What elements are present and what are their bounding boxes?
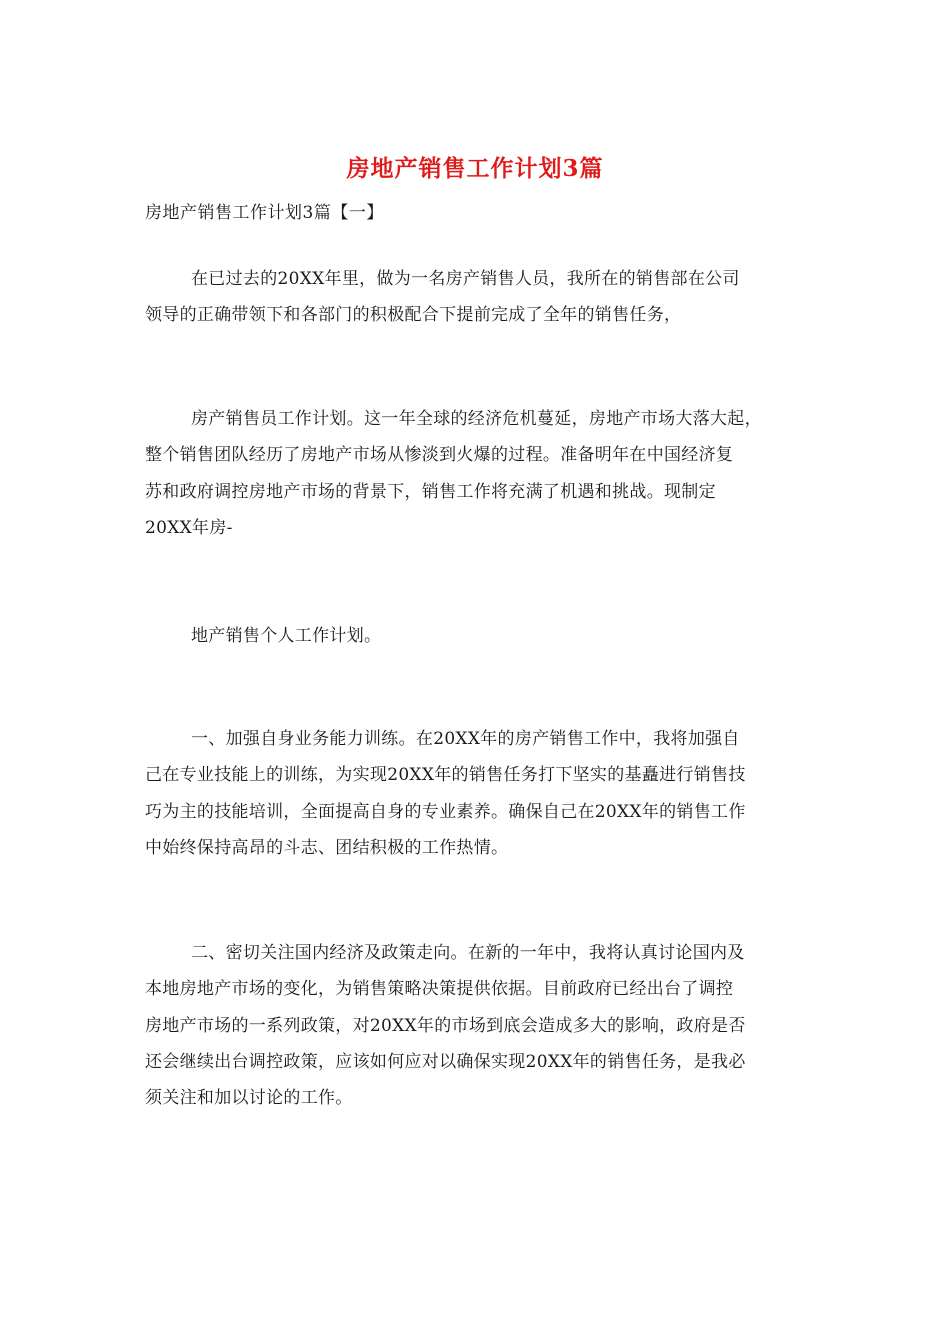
paragraph-line: 须关注和加以讨论的工作。 <box>145 1088 353 1109</box>
section-heading: 房地产销售工作计划3篇【一】 <box>145 203 384 223</box>
paragraph-line: 地产销售个人工作计划。 <box>191 626 382 646</box>
paragraph-5 <box>145 935 835 1116</box>
paragraph-line: 还会继续出台调控政策，应该如何应对以确保实现20XX年的销售任务，是我必 <box>145 1051 746 1072</box>
paragraph-line: 中始终保持高昂的斗志、团结积极的工作热情。 <box>145 837 509 858</box>
paragraph-line: 巧为主的技能培训，全面提高自身的专业素养。确保自己在20XX年的销售工作 <box>145 801 746 822</box>
paragraph-line: 在已过去的20XX年里，做为一名房产销售人员，我所在的销售部在公司 <box>191 269 740 289</box>
paragraph-line: 二、密切关注国内经济及政策走向。在新的一年中，我将认真讨论国内及 <box>191 943 745 963</box>
paragraph-line: 20XX年房- <box>145 517 233 538</box>
paragraph-line: 整个销售团队经历了房地产市场从惨淡到火爆的过程。准备明年在中国经济复 <box>145 445 734 466</box>
paragraph-3 <box>145 618 835 654</box>
paragraph-line: 一、加强自身业务能力训练。在20XX年的房产销售工作中，我将加强自 <box>191 729 740 749</box>
paragraph-line: 苏和政府调控房地产市场的背景下，销售工作将充满了机遇和挑战。现制定 <box>145 481 716 502</box>
paragraph-line: 领导的正确带领下和各部门的积极配合下提前完成了全年的销售任务， <box>145 305 682 326</box>
paragraph-line: 己在专业技能上的训练，为实现20XX年的销售任务打下坚实的基矗进行销售技 <box>145 765 746 786</box>
paragraph-2 <box>145 401 835 546</box>
paragraph-4 <box>145 721 835 866</box>
document-title: 房地产销售工作计划3篇 <box>346 155 604 182</box>
paragraph-line: 房地产市场的一系列政策，对20XX年的市场到底会造成多大的影响，政府是否 <box>145 1015 746 1036</box>
paragraph-1 <box>145 261 835 334</box>
paragraph-line: 本地房地产市场的变化，为销售策略决策提供依据。目前政府已经出台了调控 <box>145 979 734 1000</box>
paragraph-line: 房产销售员工作计划。这一年全球的经济危机蔓延，房地产市场大落大起， <box>191 409 762 429</box>
